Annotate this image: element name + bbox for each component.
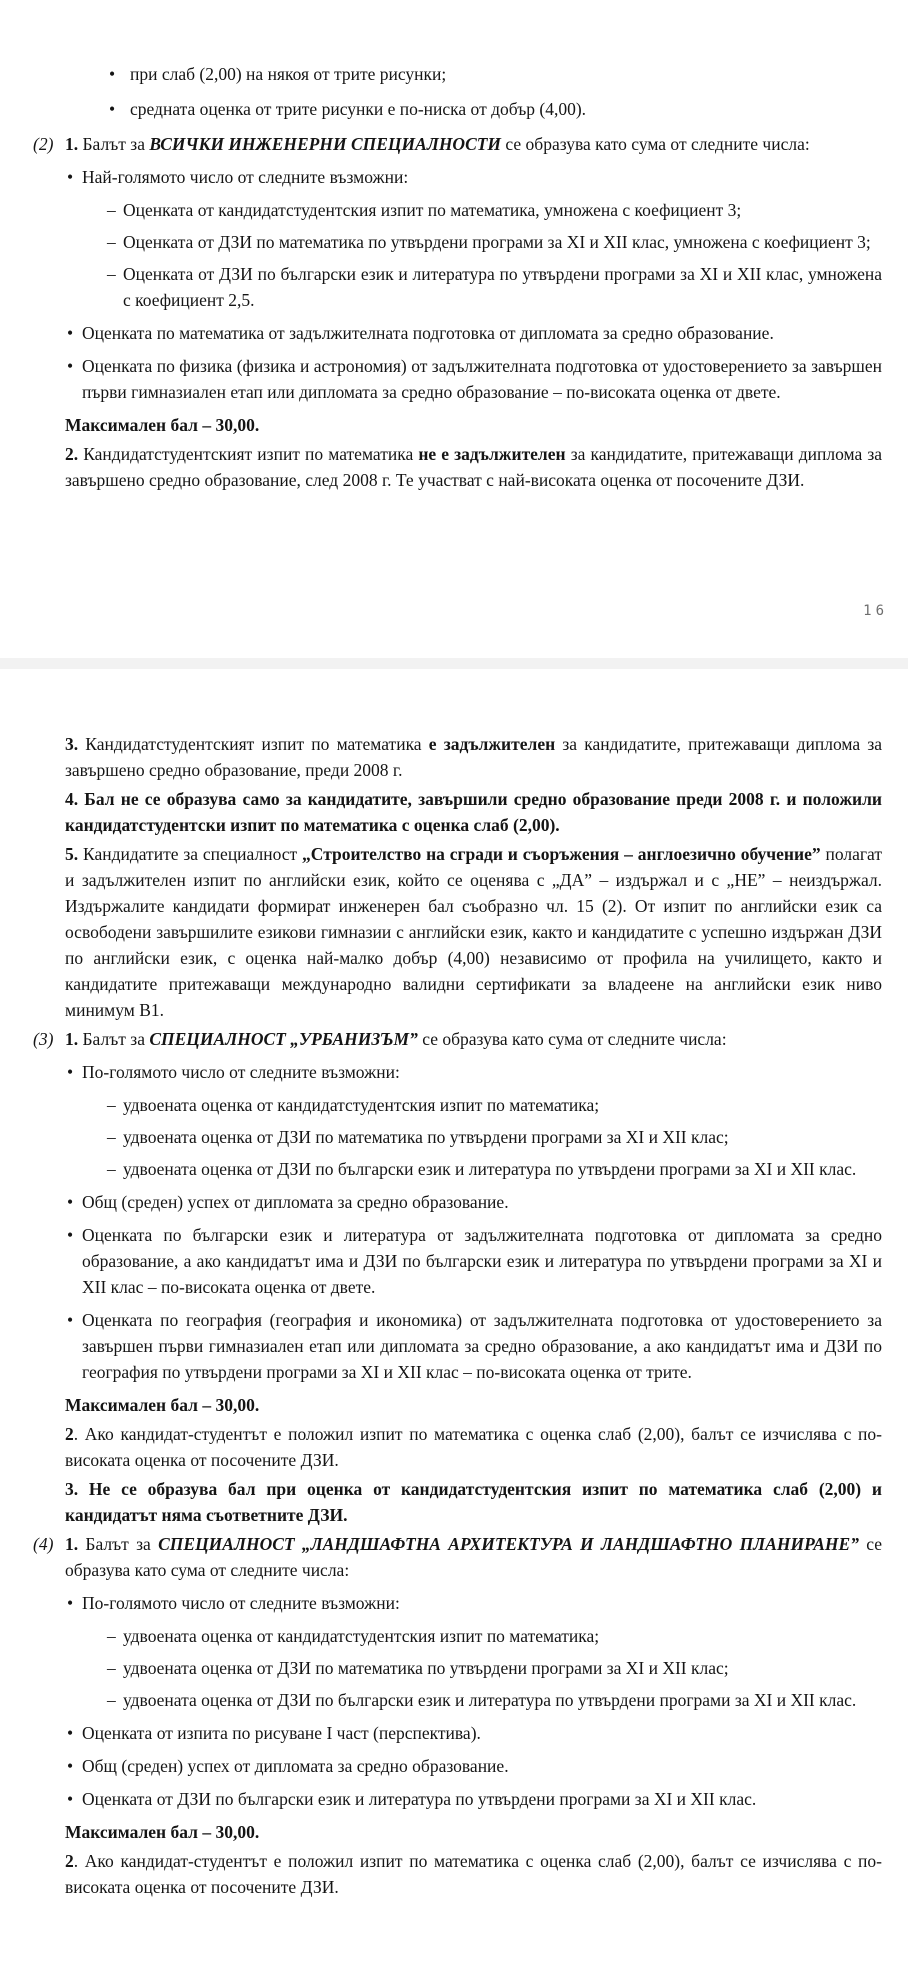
bullet-list-item xyxy=(67,1307,882,1385)
text-run: удвоената оценка от ДЗИ по български език и литература по утвърдени програми за XI и XII клас. xyxy=(123,1690,857,1710)
text-run: удвоената оценка от ДЗИ по математика по утвърдени програми за XI и XII клас; xyxy=(123,1127,729,1147)
paragraph xyxy=(65,1531,882,1583)
text-run: 5. xyxy=(65,844,79,864)
clause-content xyxy=(65,131,882,493)
text-run: . Ако кандидат-студентът е положил изпит по математика с оценка слаб (2,00), балът се изчислява с по-високата оценка от посочените ДЗИ. xyxy=(65,1424,882,1470)
bullet-list-item xyxy=(67,1059,882,1085)
clause xyxy=(33,731,882,1023)
text-run: Оценката по математика от задължителната подготовка от дипломата за средно образование. xyxy=(82,323,774,343)
text-run: се образува като сума от следните числа: xyxy=(65,1534,883,1580)
dash-marker: – xyxy=(107,1159,116,1179)
dash-list-item xyxy=(107,1124,882,1150)
clause-content xyxy=(65,1026,882,1528)
text-run: . Ако кандидат-студентът е положил изпит по математика с оценка слаб (2,00), балът се изчислява с по-високата оценка от посочените ДЗИ. xyxy=(65,1851,882,1897)
bullet-marker: • xyxy=(67,1723,74,1743)
paragraph xyxy=(65,1848,882,1900)
text-run: Кандидатстудентският изпит по математика xyxy=(78,734,429,754)
text-run: 1. xyxy=(65,1534,79,1554)
clause-marker: (4) xyxy=(33,1534,54,1554)
text-run: Оценката по български език и литература от задължителната подготовка от дипломата за средно образование, а ако кандидатът има и ДЗИ по български език и литература по утвърдени програми за XI и XII клас – по-високата оценка от двете. xyxy=(82,1225,882,1297)
text-run: Балът за xyxy=(78,134,150,154)
text-run: е задължителен xyxy=(428,734,556,754)
text-run: при слаб (2,00) на някоя от трите рисунки; xyxy=(130,64,447,84)
dash-list-item xyxy=(107,261,882,313)
text-run: удвоената оценка от ДЗИ по математика по утвърдени програми за XI и XII клас; xyxy=(123,1658,729,1678)
bullet-list-item xyxy=(67,1222,882,1300)
text-run: Общ (среден) успех от дипломата за средно образование. xyxy=(82,1756,509,1776)
dash-list-item xyxy=(107,1156,882,1182)
text-run: полагат и задължителен изпит по английски език, който се оценява с „ДА” – издържал и с „НЕ” – неиздържал. Издържалите кандидати формират инженерен бал съобразно чл. 15 (2). От изпит по английски език са освободени завършилите езикови гимназии с английски език, както и кандидатите с успешно издържан ДЗИ по английски език, с оценка най-малко добър (4,00) независимо от профила на училището, както и кандидатите притежаващи международно валидни сертификати за владеене на английски език ниво минимум B1. xyxy=(65,844,882,1020)
text-run: Оценката от кандидатстудентския изпит по математика, умножена с коефициент 3; xyxy=(123,200,742,220)
dash-marker: – xyxy=(107,1690,116,1710)
text-run: СПЕЦИАЛНОСТ „УРБАНИЗЪМ” xyxy=(149,1029,418,1049)
bullet-list-item xyxy=(67,1786,882,1812)
dash-list-item xyxy=(107,197,882,223)
dash-list-item xyxy=(107,1623,882,1649)
paragraph xyxy=(65,841,882,1023)
dash-list-item xyxy=(107,1655,882,1681)
bullet-list-item xyxy=(67,353,882,405)
text-run: удвоената оценка от кандидатстудентския изпит по математика; xyxy=(123,1095,600,1115)
text-run: Оценката от ДЗИ по български език и литература по утвърдени програми за XI и XII клас. xyxy=(82,1789,757,1809)
dash-marker: – xyxy=(107,264,116,284)
bullet-list-item xyxy=(67,1590,882,1616)
text-run: се образува като сума от следните числа: xyxy=(417,1029,727,1049)
text-run: Балът за xyxy=(78,1029,150,1049)
bullet-list-item xyxy=(67,320,882,346)
text-run: се образува като сума от следните числа: xyxy=(501,134,810,154)
text-run: Оценката по физика (физика и астрономия) от задължителната подготовка от удостоверението за завършен първи гимназиален етап или дипломата за средно образование – по-високата оценка от двете. xyxy=(82,356,882,402)
text-run: 3. xyxy=(65,734,79,754)
text-run: По-голямото число от следните възможни: xyxy=(82,1062,400,1082)
text-run: Най-голямото число от следните възможни: xyxy=(82,167,409,187)
bullet-marker: • xyxy=(67,1310,74,1330)
text-run: 4. Бал не се образува само за кандидатите, завършили средно образование преди 2008 г. и положили кандидатстудентски изпит по математика с оценка слаб (2,00). xyxy=(65,789,882,835)
text-run: удвоената оценка от ДЗИ по български език и литература по утвърдени програми за XI и XII клас. xyxy=(123,1159,857,1179)
clause-content xyxy=(65,731,882,1023)
clause xyxy=(33,1026,882,1528)
bullet-marker: • xyxy=(67,1225,74,1245)
text-run: средната оценка от трите рисунки е по-ниска от добър (4,00). xyxy=(130,99,587,119)
text-run: за кандидатите, притежаващи диплома за завършено средно образование, след 2008 г. Те участват с най-високата оценка от посочените ДЗИ. xyxy=(65,444,883,490)
text-run: 3. Не се образува бал при оценка от кандидатстудентския изпит по математика слаб (2,00) и кандидатът няма съответните ДЗИ. xyxy=(65,1479,882,1525)
dash-list-item xyxy=(107,1092,882,1118)
bullet-marker: • xyxy=(67,1192,74,1212)
text-run: Оценката от ДЗИ по математика по утвърдени програми за XI и XII клас, умножена с коефициент 3; xyxy=(123,232,871,252)
document-page-2 xyxy=(0,728,908,1903)
text-run: Оценката по география (география и икономика) от задължителната подготовка от удостоверението за завършен първи гимназиален етап или дипломата за средно образование, а ако кандидатът има и ДЗИ по география по утвърдени програми за XI и XII клас – по-високата оценка от трите. xyxy=(82,1310,882,1382)
paragraph xyxy=(65,1476,882,1528)
paragraph xyxy=(65,441,882,493)
paragraph xyxy=(65,1392,882,1418)
clause xyxy=(33,1531,882,1900)
text-run: „Строителство на сгради и съоръжения – англоезично обучение” xyxy=(302,844,821,864)
bullet-marker: • xyxy=(67,1593,74,1613)
text-run: не е задължителен xyxy=(418,444,566,464)
bullet-marker: • xyxy=(67,1756,74,1776)
document-page-1 xyxy=(0,52,908,496)
text-run: Кандидатстудентският изпит по математика xyxy=(78,444,419,464)
dash-marker: – xyxy=(107,200,116,220)
bullet-marker: • xyxy=(67,1062,74,1082)
dash-marker: – xyxy=(107,232,116,252)
text-run: СПЕЦИАЛНОСТ „ЛАНДШАФТНА АРХИТЕКТУРА И ЛАНДШАФТНО ПЛАНИРАНЕ” xyxy=(158,1534,859,1554)
text-run: Оценката от изпита по рисуване I част (перспектива). xyxy=(82,1723,481,1743)
text-run: Максимален бал – 30,00. xyxy=(65,1395,260,1415)
text-run: Оценката от ДЗИ по български език и литература по утвърдени програми за XI и XII клас, умножена с коефициент 2,5. xyxy=(123,264,882,310)
text-run: Общ (среден) успех от дипломата за средно образование. xyxy=(82,1192,509,1212)
bullet-list-item xyxy=(67,1753,882,1779)
bullet-marker: • xyxy=(67,323,74,343)
text-run: 1. xyxy=(65,1029,79,1049)
page-break-separator xyxy=(0,658,908,669)
bullet-marker: • xyxy=(67,356,74,376)
dash-marker: – xyxy=(107,1127,116,1147)
bullet-list-item xyxy=(67,164,882,190)
bullet-list-item xyxy=(67,1189,882,1215)
bullet-list-item xyxy=(109,96,882,122)
text-run: за кандидатите, притежаващи диплома за завършено средно образование, преди 2008 г. xyxy=(65,734,883,780)
clause-marker: (2) xyxy=(33,134,54,154)
bullet-list-item xyxy=(67,1720,882,1746)
dash-marker: – xyxy=(107,1626,116,1646)
bullet-marker: • xyxy=(67,167,74,187)
clause xyxy=(33,131,882,493)
page-number: 16 xyxy=(863,603,888,619)
dash-marker: – xyxy=(107,1095,116,1115)
paragraph xyxy=(65,1819,882,1845)
text-run: Кандидатите за специалност xyxy=(78,844,303,864)
paragraph xyxy=(65,1421,882,1473)
paragraph xyxy=(65,731,882,783)
page-footer xyxy=(863,596,888,624)
dash-list-item xyxy=(107,1687,882,1713)
paragraph xyxy=(65,412,882,438)
paragraph xyxy=(65,1026,882,1052)
text-run: ВСИЧКИ ИНЖЕНЕРНИ СПЕЦИАЛНОСТИ xyxy=(149,134,502,154)
bullet-marker: • xyxy=(109,64,116,84)
text-run: 2. xyxy=(65,444,79,464)
text-run: Балът за xyxy=(78,1534,159,1554)
paragraph xyxy=(65,786,882,838)
text-run: По-голямото число от следните възможни: xyxy=(82,1593,400,1613)
clause-content xyxy=(65,1531,882,1900)
text-run: 1. xyxy=(65,134,79,154)
text-run: Максимален бал – 30,00. xyxy=(65,1822,260,1842)
dash-list-item xyxy=(107,229,882,255)
paragraph xyxy=(65,131,882,157)
text-run: 2 xyxy=(65,1851,74,1871)
text-run: удвоената оценка от кандидатстудентския изпит по математика; xyxy=(123,1626,600,1646)
text-run: 2 xyxy=(65,1424,74,1444)
bullet-marker: • xyxy=(67,1789,74,1809)
dash-marker: – xyxy=(107,1658,116,1678)
text-run: Максимален бал – 30,00. xyxy=(65,415,260,435)
clause-marker: (3) xyxy=(33,1029,54,1049)
bullet-list-item xyxy=(109,61,882,87)
bullet-marker: • xyxy=(109,99,116,119)
